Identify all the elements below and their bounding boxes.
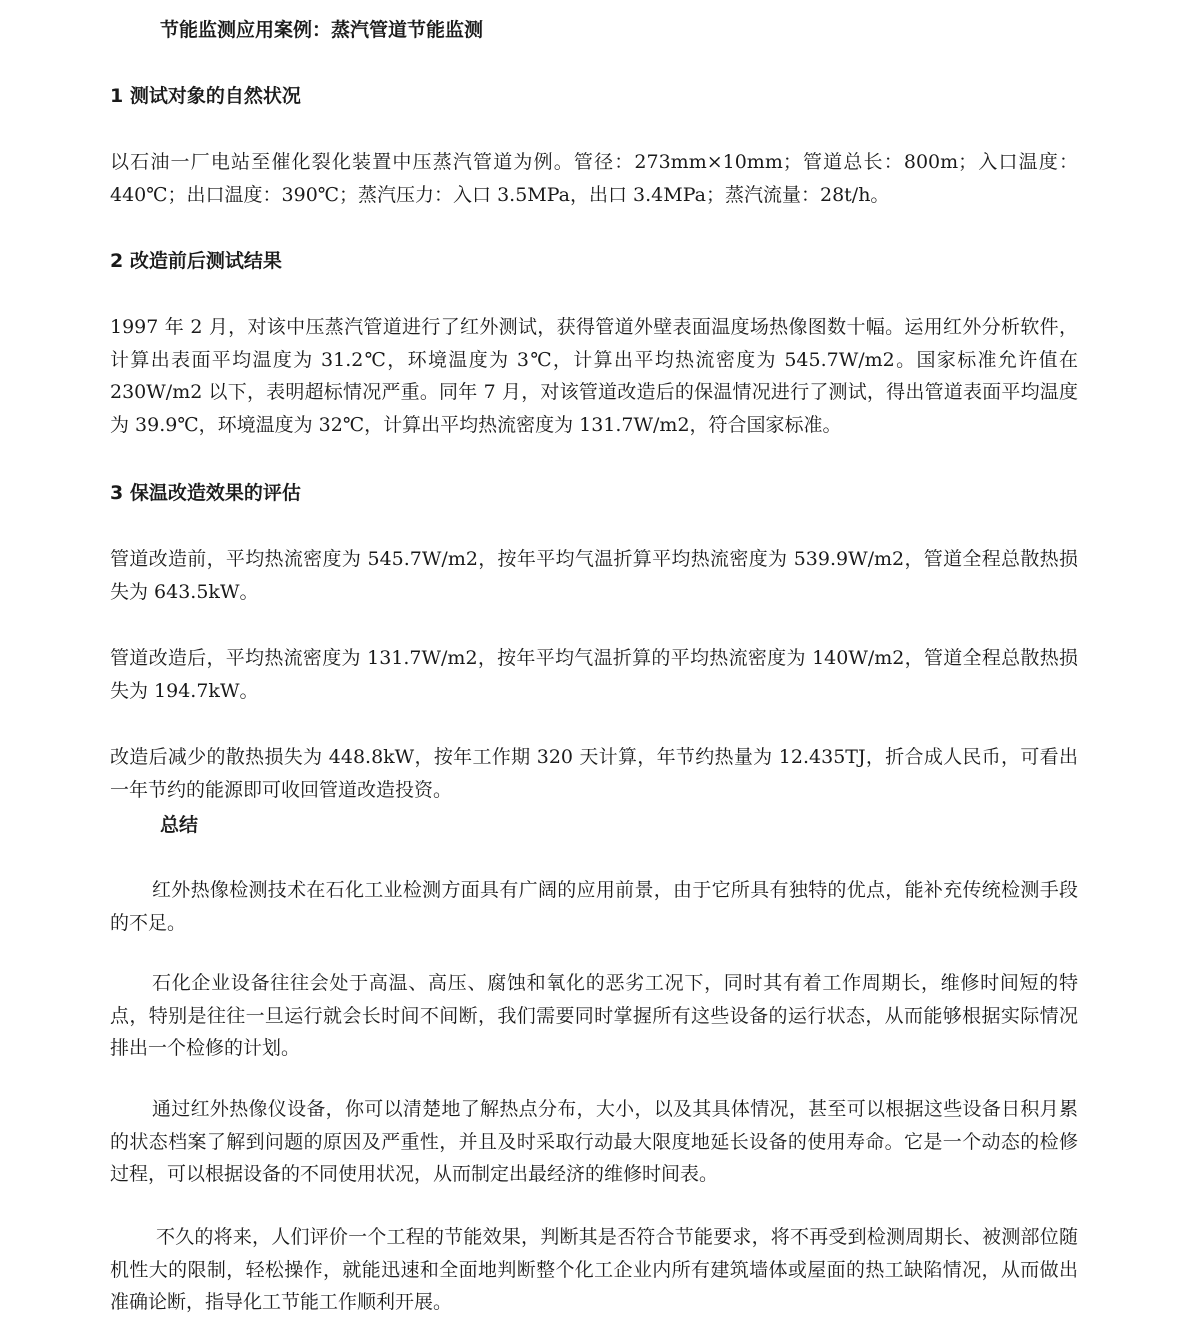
section-3-paragraph-2: 管道改造后，平均热流密度为 131.7W/m2，按年平均气温折算的平均热流密度为 140W/m2，管道全程总散热损失为 194.7kW。 bbox=[110, 647, 1078, 702]
section-1-paragraph: 以石油一厂电站至催化裂化装置中压蒸汽管道为例。管径：273mm×10mm；管道总长：800m；入口温度：440℃；出口温度：390℃；蒸汽压力：入口 3.5MPa，出口 3.4MPa；蒸汽流量：28t/h。 bbox=[110, 151, 1078, 206]
summary-paragraph-1: 红外热像检测技术在石化工业检测方面具有广阔的应用前景，由于它所具有独特的优点，能补充传统检测手段的不足。 bbox=[110, 879, 1078, 934]
section-2-paragraph: 1997 年 2 月，对该中压蒸汽管道进行了红外测试，获得管道外壁表面温度场热像图数十幅。运用红外分析软件，计算出表面平均温度为 31.2℃，环境温度为 3℃，计算出平均热流密度为 545.7W/m2。国家标准允许值在 230W/m2 以下，表明超标情况严重。同年 7 月，对该管道改造后的保温情况进行了测试，得出管道表面平均温度为 39.9℃，环境温度为 32℃，计算出平均热流密度为 131.7W/m2，符合国家标准。 bbox=[110, 316, 1078, 436]
section-3-paragraph-1: 管道改造前，平均热流密度为 545.7W/m2，按年平均气温折算平均热流密度为 539.9W/m2，管道全程总散热损失为 643.5kW。 bbox=[110, 548, 1078, 603]
document-title: 节能监测应用案例：蒸汽管道节能监测 bbox=[160, 19, 484, 41]
summary-paragraph-4: 不久的将来，人们评价一个工程的节能效果，判断其是否符合节能要求，将不再受到检测周期长、被测部位随机性大的限制，轻松操作，就能迅速和全面地判断整个化工企业内所有建筑墙体或屋面的热工缺陷情况，从而做出准确论断，指导化工节能工作顺利开展。 bbox=[110, 1226, 1078, 1313]
section-2-heading: 2 改造前后测试结果 bbox=[110, 250, 282, 272]
summary-paragraph-2: 石化企业设备往往会处于高温、高压、腐蚀和氧化的恶劣工况下，同时其有着工作周期长，维修时间短的特点，特别是往往一旦运行就会长时间不间断，我们需要同时掌握所有这些设备的运行状态，从而能够根据实际情况排出一个检修的计划。 bbox=[110, 972, 1078, 1059]
summary-paragraph-3: 通过红外热像仪设备，你可以清楚地了解热点分布，大小，以及其具体情况，甚至可以根据这些设备日积月累的状态档案了解到问题的原因及严重性，并且及时采取行动最大限度地延长设备的使用寿命。它是一个动态的检修过程，可以根据设备的不同使用状况，从而制定出最经济的维修时间表。 bbox=[110, 1098, 1078, 1185]
section-3-paragraph-3: 改造后减少的散热损失为 448.8kW，按年工作期 320 天计算，年节约热量为 12.435TJ，折合成人民币，可看出一年节约的能源即可收回管道改造投资。 bbox=[110, 746, 1078, 801]
summary-heading: 总结 bbox=[160, 814, 199, 836]
section-3-heading: 3 保温改造效果的评估 bbox=[110, 482, 301, 504]
section-1-heading: 1 测试对象的自然状况 bbox=[110, 85, 301, 107]
